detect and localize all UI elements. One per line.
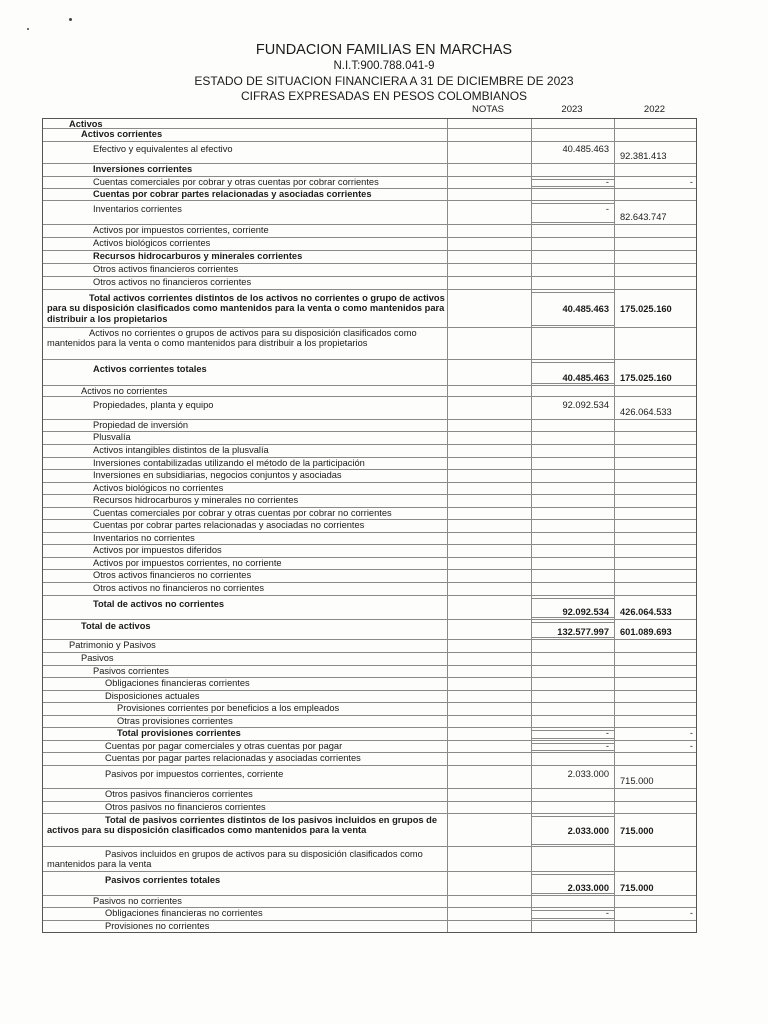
row-label: Total de activos no corrientes [93,599,225,610]
column-divider [614,533,615,544]
column-divider [614,264,615,276]
column-divider [614,142,615,163]
table-row [43,752,696,765]
table-row [43,188,696,200]
column-header-notes: NOTAS [471,104,505,115]
row-label: Obligaciones financieras corrientes [105,678,250,689]
column-divider [531,495,532,507]
column-divider [447,558,448,569]
column-divider [531,225,532,237]
value-2023: 40.485.463 [562,144,609,155]
table-row [43,469,696,482]
column-divider [447,847,448,871]
column-divider [614,397,615,419]
table-row [43,595,696,619]
table-row [43,385,696,396]
row-label: Inventarios corrientes [93,204,182,215]
value-2022: - [689,741,693,751]
row-label: Pasivos corrientes totales [105,875,221,886]
column-divider [614,386,615,396]
table-row [43,665,696,677]
row-label: Otros pasivos no financieros corrientes [105,802,266,812]
row-label: Inversiones corrientes [93,164,193,175]
column-divider [531,703,532,715]
value-2022: 426.064.533 [620,407,672,417]
column-divider [531,445,532,457]
row-label: Activos [69,119,103,129]
column-divider [614,328,615,359]
column-divider [531,164,532,176]
row-label: Cuentas comerciales por cobrar y otras cuentas por cobrar no corrientes [93,508,392,518]
column-divider [447,238,448,250]
row-label: Activos por impuestos corrientes, corriente [93,225,269,236]
row-label: Provisiones no corrientes [105,921,210,931]
table-row [43,532,696,544]
column-divider [614,583,615,595]
column-divider [614,802,615,813]
column-divider [614,716,615,727]
table-row [43,907,696,920]
column-divider [614,420,615,431]
column-divider [447,716,448,727]
value-box [532,910,614,919]
column-divider [447,264,448,276]
row-label: Otros activos no financieros no corrientes [93,583,265,594]
column-divider [447,189,448,200]
column-divider [531,921,532,932]
column-divider [447,802,448,813]
value-box [532,203,614,223]
column-divider [447,483,448,494]
column-divider [447,533,448,544]
table-row [43,141,696,163]
value-2022: 601.089.693 [620,627,672,637]
row-label: Efectivo y equivalentes al efectivo [93,144,233,155]
table-row [43,119,696,128]
table-row [43,569,696,582]
column-divider [531,397,532,419]
column-divider [447,277,448,289]
value-2022: 82.643.747 [620,212,667,222]
table-row [43,263,696,276]
column-divider [531,129,532,141]
column-divider [447,908,448,920]
column-divider [447,872,448,895]
row-label: Pasivos [81,653,114,664]
column-divider [447,691,448,702]
column-divider [447,119,448,128]
company-name: FUNDACION FAMILIAS EN MARCHAS [255,42,513,58]
table-row [43,871,696,895]
column-divider [447,386,448,396]
value-2023: 2.033.000 [567,768,609,779]
column-divider [531,896,532,907]
value-2022: 92.381.413 [620,151,667,161]
row-label: Total activos corrientes distintos de los activos no corrientes o grupo de activos para su disposición clasificados como mantenidos para la venta o como mantenidos para distribuir a los propietarios [47,293,445,324]
value-2022: 426.064.533 [620,607,672,617]
column-divider [531,533,532,544]
currency-note: CIFRAS EXPRESADAS EN PESOS COLOMBIANOS [240,89,528,103]
column-divider [614,251,615,263]
column-divider [447,432,448,444]
column-divider [447,653,448,665]
column-divider [614,703,615,715]
row-label: Cuentas por pagar comerciales y otras cuentas por pagar [105,741,343,751]
column-divider [531,386,532,396]
table-row [43,652,696,665]
table-row [43,200,696,224]
column-divider [531,483,532,494]
column-divider [447,360,448,385]
table-row [43,237,696,250]
row-label: Inversiones contabilizadas utilizando el método de la participación [93,458,365,468]
value-2022: 715.000 [620,776,654,786]
column-divider [614,119,615,128]
statement-title: ESTADO DE SITUACION FINANCIERA A 31 DE DICIEMBRE DE 2023 [194,74,574,88]
column-divider [614,225,615,237]
row-label: Otros activos financieros no corrientes [93,570,252,581]
company-nit: N.I.T:900.788.041-9 [333,60,435,72]
column-divider [614,238,615,250]
column-divider [447,921,448,932]
column-header-2022: 2022 [643,104,666,115]
column-divider [531,420,532,431]
column-divider [447,458,448,469]
column-divider [447,201,448,224]
column-divider [531,238,532,250]
table-row [43,276,696,289]
column-divider [614,470,615,482]
row-label: Inventarios no corrientes [93,533,195,543]
column-divider [531,470,532,482]
column-divider [614,596,615,619]
column-divider [531,583,532,595]
column-divider [447,520,448,532]
value-2022: - [689,908,693,919]
column-divider [614,177,615,188]
column-divider [447,164,448,176]
column-divider [531,847,532,871]
table-row [43,765,696,788]
column-divider [614,558,615,569]
row-label: Pasivos corrientes [93,666,169,676]
column-divider [531,716,532,727]
table-row [43,359,696,385]
row-label: Otros activos financieros corrientes [93,264,239,275]
column-divider [614,129,615,141]
column-divider [614,277,615,289]
row-label: Propiedades, planta y equipo [93,399,214,410]
value-2023: 92.092.534 [562,607,609,617]
column-divider [447,620,448,639]
column-divider [447,225,448,237]
column-divider [614,653,615,665]
column-divider [447,596,448,619]
value-2023: - [605,204,609,215]
row-label: Patrimonio y Pasivos [69,640,156,651]
scan-speck [69,18,72,21]
table-row [43,431,696,444]
column-divider [531,640,532,652]
value-box [532,730,614,739]
column-divider [447,328,448,359]
column-divider [614,570,615,582]
table-row [43,163,696,176]
column-divider [447,896,448,907]
row-label: Activos por impuestos corrientes, no corriente [93,558,282,568]
column-divider [614,728,615,740]
value-2023: - [605,741,609,751]
table-row [43,582,696,595]
row-label: Otros activos no financieros corrientes [93,277,252,288]
table-row [43,224,696,237]
column-divider [614,766,615,788]
column-divider [447,678,448,690]
value-box [532,743,614,751]
row-label: Total de activos [81,621,151,632]
column-divider [447,470,448,482]
row-label: Cuentas comerciales por cobrar y otras cuentas por cobrar corrientes [93,177,379,187]
value-2023: 2.033.000 [567,825,609,836]
value-2022: 175.025.160 [620,373,672,383]
column-divider [531,753,532,765]
value-box [532,179,614,187]
table-row [43,846,696,871]
column-divider [531,570,532,582]
table-row [43,482,696,494]
column-divider [531,264,532,276]
column-divider [531,508,532,519]
column-divider [531,678,532,690]
column-divider [614,908,615,920]
column-divider [447,129,448,141]
column-divider [447,728,448,740]
column-divider [531,558,532,569]
value-2023: 40.485.463 [562,373,609,383]
value-2023: 132.577.997 [557,627,609,637]
row-label: Activos por impuestos diferidos [93,545,222,556]
column-divider [447,741,448,752]
column-divider [531,432,532,444]
column-divider [614,201,615,224]
table-row [43,176,696,188]
column-divider [447,495,448,507]
row-label: Total de pasivos corrientes distintos de los pasivos incluidos en grupos de activos para su disposición clasificados como mantenidos para la venta [47,814,438,835]
table-row [43,494,696,507]
table-row [43,895,696,907]
table-row [43,396,696,419]
value-2022: 715.000 [620,883,654,893]
table-row [43,639,696,652]
row-label: Inversiones en subsidiarias, negocios conjuntos y asociadas [93,470,342,481]
column-divider [447,814,448,846]
column-divider [531,666,532,677]
column-divider [614,290,615,327]
column-divider [531,691,532,702]
column-divider [614,741,615,752]
table-row [43,544,696,557]
column-divider [447,142,448,163]
row-label: Propiedad de inversión [93,420,189,430]
column-divider [447,545,448,557]
value-2023: - [605,908,609,919]
row-label: Recursos hidrocarburos y minerales no corrientes [93,495,299,506]
column-divider [531,142,532,163]
column-divider [531,251,532,263]
column-divider [531,277,532,289]
column-divider [531,189,532,200]
column-divider [614,508,615,519]
column-divider [614,445,615,457]
table-row [43,250,696,263]
table-row [43,327,696,359]
row-label: Plusvalía [93,432,131,443]
column-divider [447,703,448,715]
column-divider [614,458,615,469]
column-divider [447,583,448,595]
table-row [43,519,696,532]
row-label: Activos corrientes [81,129,163,140]
financial-position-table [42,118,697,933]
row-label: Pasivos por impuestos corrientes, corriente [105,768,284,779]
value-2023: - [605,728,609,739]
scan-speck [27,28,29,30]
row-label: Cuentas por cobrar partes relacionadas y asociadas no corrientes [93,520,365,531]
column-divider [447,789,448,801]
column-divider [531,802,532,813]
column-divider [614,753,615,765]
column-divider [447,290,448,327]
column-divider [447,666,448,677]
value-2023: 2.033.000 [567,883,609,893]
column-divider [531,766,532,788]
table-row [43,920,696,932]
column-divider [447,177,448,188]
column-divider [614,640,615,652]
column-divider [447,508,448,519]
column-divider [614,520,615,532]
column-divider [614,691,615,702]
table-row [43,813,696,846]
column-divider [614,896,615,907]
table-row [43,457,696,469]
table-row [43,677,696,690]
column-divider [531,545,532,557]
column-divider [531,789,532,801]
row-label: Activos corrientes totales [93,364,207,375]
column-divider [614,620,615,639]
column-divider [447,570,448,582]
table-row [43,788,696,801]
value-2023: 40.485.463 [562,304,609,315]
row-label: Activos intangibles distintos de la plusvalía [93,445,269,456]
row-label: Obligaciones financieras no corrientes [105,908,263,919]
table-row [43,507,696,519]
column-divider [614,872,615,895]
table-row [43,289,696,327]
column-divider [614,847,615,871]
table-row [43,740,696,752]
table-row [43,715,696,727]
value-2023: 92.092.534 [562,399,609,410]
table-row [43,801,696,813]
column-divider [447,766,448,788]
column-divider [614,189,615,200]
value-2022: 175.025.160 [620,304,672,315]
column-divider [447,640,448,652]
column-divider [614,921,615,932]
row-label: Total provisiones corrientes [117,728,241,739]
table-row [43,128,696,141]
row-label: Cuentas por pagar partes relacionadas y asociadas corrientes [105,753,361,764]
column-divider [614,483,615,494]
table-row [43,444,696,457]
row-label: Pasivos incluidos en grupos de activos para su disposición clasificados como mantenidos para la venta [47,848,423,869]
table-row [43,727,696,740]
column-divider [614,545,615,557]
column-divider [531,653,532,665]
column-divider [531,119,532,128]
row-label: Otros pasivos financieros corrientes [105,789,253,800]
row-label: Activos no corrientes o grupos de activos para su disposición clasificados como mantenidos para la venta o como mantenidos para distribuir a los propietarios [47,328,417,349]
column-divider [614,814,615,846]
column-divider [447,753,448,765]
column-header-2023: 2023 [561,104,583,115]
table-row [43,619,696,639]
table-row [43,690,696,702]
column-divider [614,789,615,801]
column-divider [614,432,615,444]
column-divider [447,445,448,457]
row-label: Cuentas por cobrar partes relacionadas y asociadas corrientes [93,189,372,199]
column-divider [531,520,532,532]
column-divider [447,420,448,431]
value-2023: - [605,177,609,187]
column-divider [447,251,448,263]
row-label: Disposiciones actuales [105,691,200,701]
table-row [43,557,696,569]
row-label: Provisiones corrientes por beneficios a los empleados [117,703,340,714]
row-label: Activos biológicos corrientes [93,238,211,249]
column-divider [614,678,615,690]
column-divider [447,397,448,419]
row-label: Activos biológicos no corrientes [93,483,224,493]
column-divider [614,164,615,176]
column-divider [531,328,532,359]
column-divider [531,458,532,469]
value-2022: 715.000 [620,825,654,836]
value-2022: - [689,177,693,187]
row-label: Otras provisiones corrientes [117,716,233,726]
value-2022: - [689,728,693,739]
row-label: Pasivos no corrientes [93,896,182,906]
column-divider [614,360,615,385]
column-divider [614,666,615,677]
table-row [43,419,696,431]
column-divider [614,495,615,507]
table-row [43,702,696,715]
row-label: Activos no corrientes [81,386,168,396]
row-label: Recursos hidrocarburos y minerales corrientes [93,251,303,262]
